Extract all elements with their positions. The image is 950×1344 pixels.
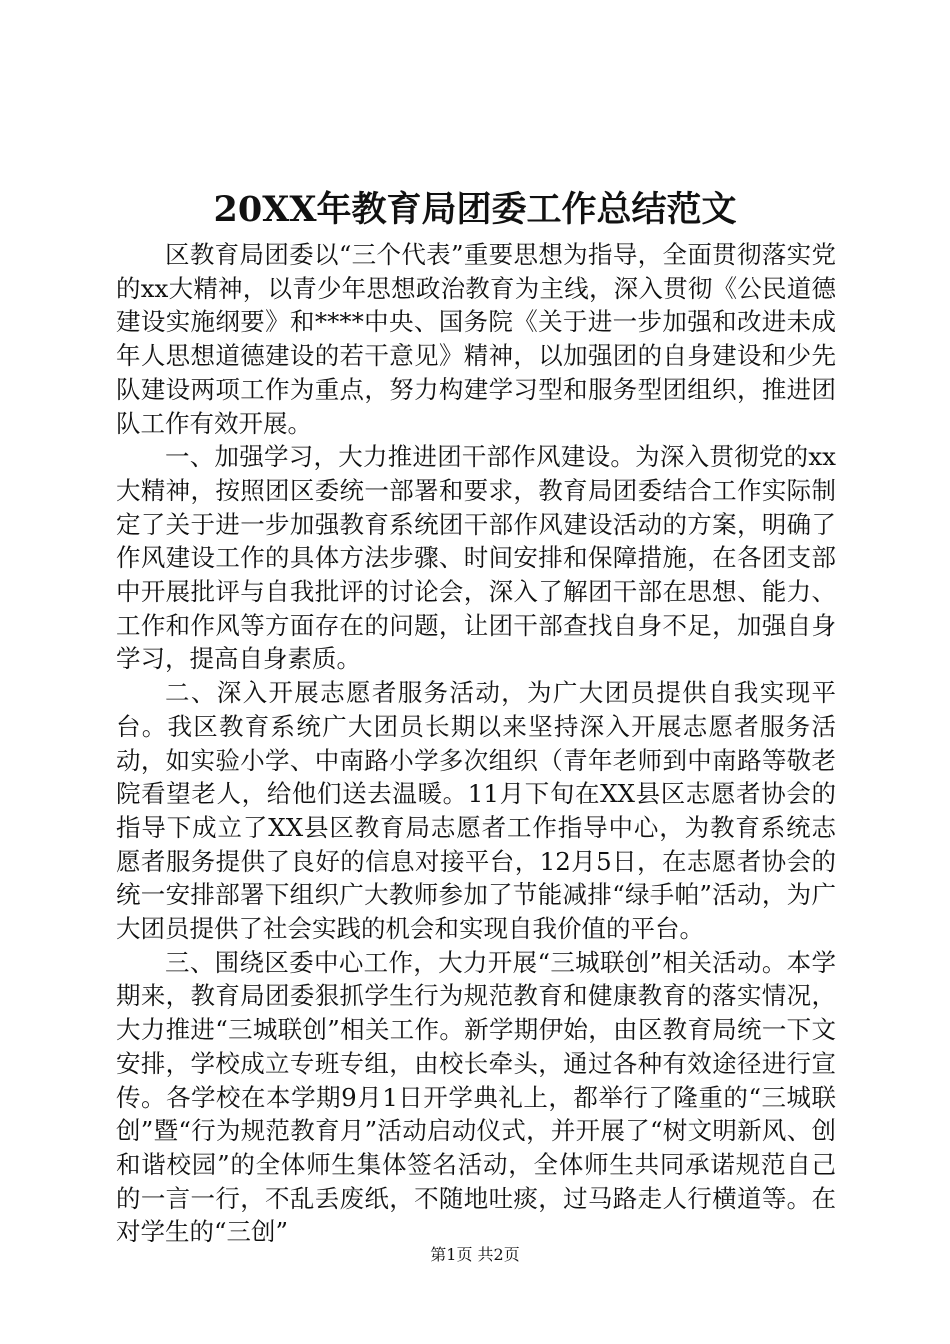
paragraph-section-3: 三、围绕区委中心工作，大力开展“三城联创”相关活动。本学期来，教育局团委狠抓学生行为规范教育和健康教育的落实情况，大力推进“三城联创”相关工作。新学期伊始，由区教育局统一下文安排，学校成立专班专组，由校长牵头，通过各种有效途径进行宣传。各学校在本学期9月1日开学典礼上，都举行了隆重的“三城联创”暨“行为规范教育月”活动启动仪式，并开展了“树文明新风、创和谐校园”的全体师生集体签名活动，全体师生共同承诺规范自己的一言一行，不乱丢废纸，不随地吐痰，过马路走人行横道等。在对学生的“三创” xyxy=(116,947,836,1247)
paragraph-section-1: 一、加强学习，大力推进团干部作风建设。为深入贯彻党的xx大精神，按照团区委统一部署和要求，教育局团委结合工作实际制定了关于进一步加强教育系统团干部作风建设活动的方案，明确了作风建设工作的具体方法步骤、时间安排和保障措施，在各团支部中开展批评与自我批评的讨论会，深入了解团干部在思想、能力、工作和作风等方面存在的问题，让团干部查找自身不足，加强自身学习，提高自身素质。 xyxy=(116,442,836,674)
page-footer: 第1页 共2页 xyxy=(430,1245,520,1264)
paragraph-section-2: 二、深入开展志愿者服务活动，为广大团员提供自我实现平台。我区教育系统广大团员长期以来坚持深入开展志愿者服务活动，如实验小学、中南路小学多次组织（青年老师到中南路等敬老院看望老人，给他们送去温暖。11月下旬在XX县区志愿者协会的指导下成立了XX县区教育局志愿者工作指导中心，为教育系统志愿者服务提供了良好的信息对接平台，12月5日，在志愿者协会的统一安排部署下组织广大教师参加了节能减排“绿手帕”活动，为广大团员提供了社会实践的机会和实现自我价值的平台。 xyxy=(116,678,836,944)
paragraph-intro: 区教育局团委以“三个代表”重要思想为指导，全面贯彻落实党的xx大精神，以青少年思想政治教育为主线，深入贯彻《公民道德建设实施纲要》和****中央、国务院《关于进一步加强和改进未成年人思想道德建设的若干意见》精神，以加强团的自身建设和少先队建设两项工作为重点，努力构建学习型和服务型团组织，推进团队工作有效开展。 xyxy=(116,240,836,438)
document-body xyxy=(116,238,836,1249)
document-title: 20XX年教育局团委工作总结范文 xyxy=(213,189,737,230)
